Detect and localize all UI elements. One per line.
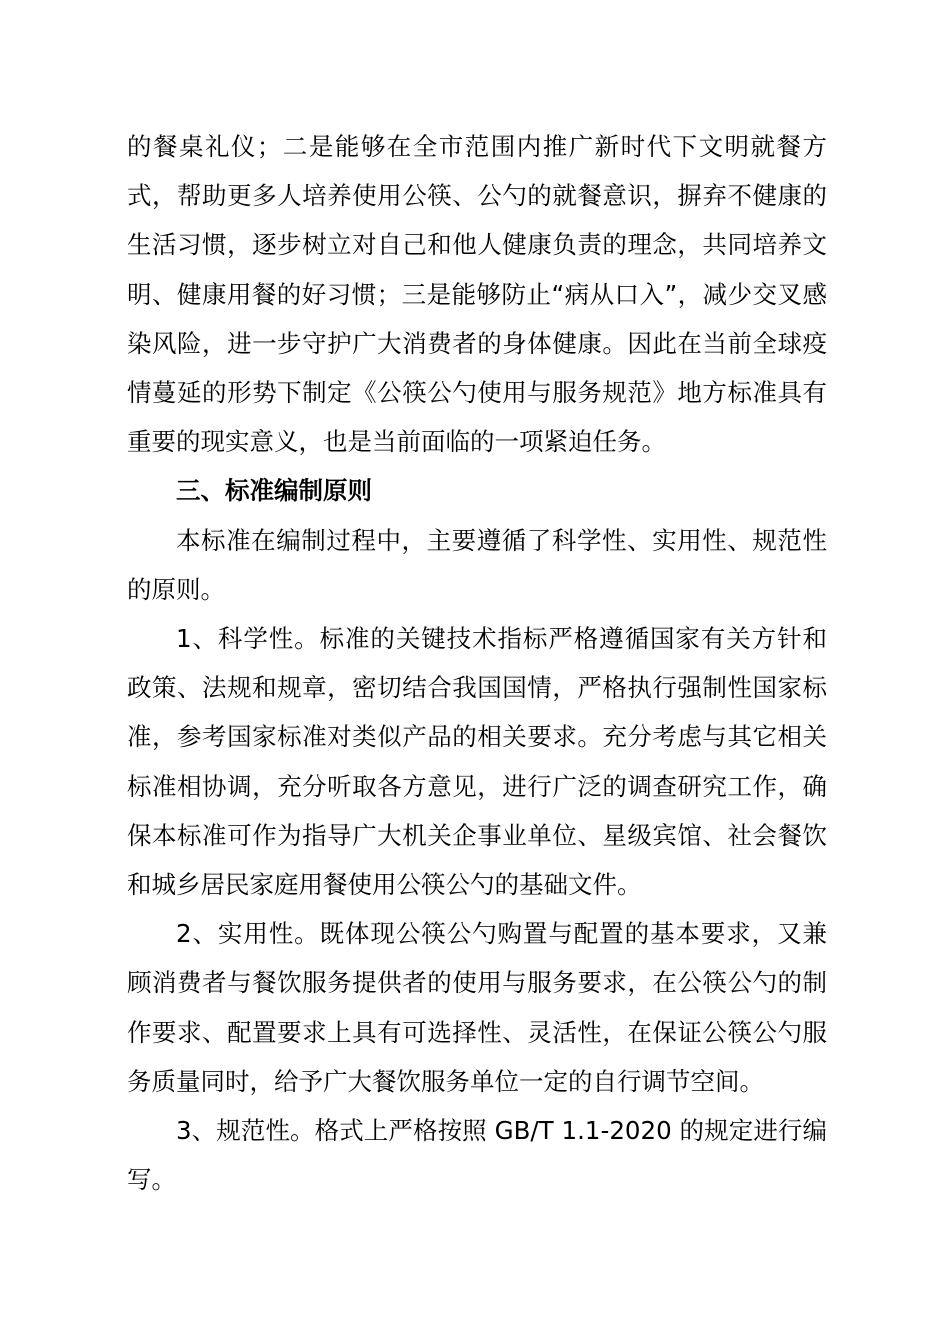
paragraph-principles-intro: 本标准在编制过程中，主要遵循了科学性、实用性、规范性的原则。 [127,525,827,604]
paragraph-continuation: 的餐桌礼仪；二是能够在全市范围内推广新时代下文明就餐方式，帮助更多人培养使用公筷、公勺的就餐意识，摒弃不健康的生活习惯，逐步树立对自己和他人健康负责的理念，共同培养文明、健康用餐的好习惯；三是能够防止“病从口入”，减少交叉感染风险，进一步守护广大消费者的身体健康。因此在当前全球疫情蔓延的形势下制定《公筷公勺使用与服务规范》地方标准具有重要的现实意义，也是当前面临的一项紧迫任务。 [127,132,827,457]
section-heading: 三、标准编制原则 [176,476,372,506]
paragraph-practical: 2、实用性。既体现公筷公勺购置与配置的基本要求，又兼顾消费者与餐饮服务提供者的使用与服务要求，在公筷公勺的制作要求、配置要求上具有可选择性、灵活性，在保证公筷公勺服务质量同时，给予广大餐饮服务单位一定的自行调节空间。 [127,919,827,1096]
document-body [127,122,827,1204]
paragraph-scientific: 1、科学性。标准的关键技术指标严格遵循国家有关方针和政策、法规和规章，密切结合我国国情，严格执行强制性国家标准，参考国家标准对类似产品的相关要求。充分考虑与其它相关标准相协调，充分听取各方意见，进行广泛的调查研究工作，确保本标准可作为指导广大机关企事业单位、星级宾馆、社会餐饮和城乡居民家庭用餐使用公筷公勺的基础文件。 [127,624,827,900]
paragraph-normative: 3、规范性。格式上严格按照 GB/T 1.1-2020 的规定进行编写。 [127,1116,827,1195]
